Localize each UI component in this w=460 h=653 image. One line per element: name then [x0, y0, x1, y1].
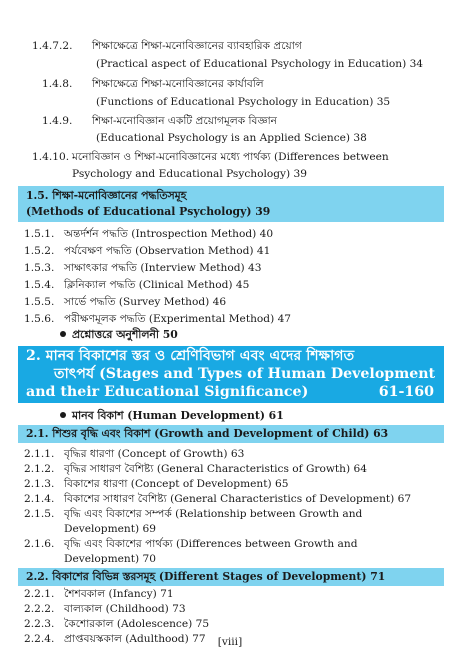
entry-number: 1.5.2.	[24, 245, 55, 257]
entry-number: 1.4.8.	[42, 78, 73, 90]
entry-title: পর্যবেক্ষণ পদ্ধতি (Observation Method) 41	[64, 245, 271, 257]
entry-number: 1.4.9.	[42, 115, 73, 127]
section-title-bn: 1.5. শিক্ষা-মনোবিজ্ঞানের পদ্ধতিসমূহ	[26, 189, 187, 202]
bullet-dot-icon	[60, 331, 66, 337]
entry-title: প্রাপ্তবয়স্ককাল (Adulthood) 77	[64, 633, 206, 645]
entry-title: বৃদ্ধি এবং বিকাশের পার্থক্য (Differences between Growth and	[64, 538, 358, 550]
bullet-exercise	[60, 327, 178, 343]
entry-number: 2.2.1.	[24, 588, 55, 600]
entry-title-cont: Development) 70	[64, 553, 156, 565]
entry-title: অন্তর্দর্শন পদ্ধতি (Introspection Method) 40	[64, 228, 274, 240]
entry-title-cont: Psychology and Educational Psychology) 39	[72, 168, 308, 180]
entry-title: সার্ভে পদ্ধতি (Survey Method) 46	[64, 296, 227, 308]
chapter-title-line3: and their Educational Significance)	[26, 384, 309, 400]
section-heading-1-5	[18, 186, 444, 222]
entry-number: 1.5.5.	[24, 296, 55, 308]
entry-title: বৃদ্ধি এবং বিকাশের সম্পর্ক (Relationship between Growth and	[64, 508, 363, 520]
entry-title: বৃদ্ধির সাধারণ বৈশিষ্ট্য (General Characteristics of Growth) 64	[64, 463, 367, 475]
entry-title-bn: শিক্ষা-মনোবিজ্ঞান একটি প্রয়োগমূলক বিজ্ঞান	[92, 115, 277, 127]
entry-title-bn: শিক্ষাক্ষেত্রে শিক্ষা-মনোবিজ্ঞানের ব্যাবহারিক প্রয়োগ	[92, 40, 302, 52]
bullet-dot-icon	[60, 412, 66, 418]
entry-title: বিকাশের সাধারণ বৈশিষ্ট্য (General Characteristics of Development) 67	[64, 493, 412, 505]
entry-title-en: (Functions of Educational Psychology in Education) 35	[96, 96, 391, 108]
bullet-text: মানব বিকাশ (Human Development) 61	[72, 409, 284, 422]
chapter-page-range: 61-160	[378, 384, 434, 400]
entry-title: শৈশবকাল (Infancy) 71	[64, 588, 174, 600]
section-title: 2.2. বিকাশের বিভিন্ন স্তরসমূহ (Different Stages of Development) 71	[26, 570, 386, 583]
entry-title: কৈশোরকাল (Adolescence) 75	[64, 618, 210, 630]
entry-title: ক্লিনিক্যাল পদ্ধতি (Clinical Method) 45	[64, 279, 250, 291]
bullet-text: প্রশ্নোত্তরে অনুশীলনী 50	[72, 328, 178, 341]
section-title-en: (Methods of Educational Psychology) 39	[26, 205, 271, 218]
entry-number: 2.1.4.	[24, 493, 55, 505]
entry-title: বাল্যকাল (Childhood) 73	[64, 603, 186, 615]
entry-title-en: (Practical aspect of Educational Psychology in Education) 34	[96, 58, 424, 70]
chapter-title-line2: তাৎপর্য (Stages and Types of Human Development	[54, 366, 436, 382]
entry-number: 2.2.2.	[24, 603, 55, 615]
entry-number: 1.5.1.	[24, 228, 55, 240]
entry-number: 1.4.7.2.	[32, 40, 73, 52]
entry-number: 1.4.10.	[32, 151, 70, 163]
section-heading-2-1	[18, 425, 444, 443]
entry-number: 2.1.6.	[24, 538, 55, 550]
section-heading-2-2	[18, 568, 444, 586]
entry-title: সাক্ষাৎকার পদ্ধতি (Interview Method) 43	[64, 262, 262, 274]
bullet-human-development	[60, 408, 284, 424]
entry-number: 2.2.3.	[24, 618, 55, 630]
entry-number: 2.2.4.	[24, 633, 55, 645]
entry-number: 1.5.4.	[24, 279, 55, 291]
entry-number: 1.5.6.	[24, 313, 55, 325]
chapter-title-line1: 2. মানব বিকাশের স্তর ও শ্রেণিবিভাগ এবং এদের শিক্ষাগত	[26, 348, 355, 364]
entry-title-bn: শিক্ষাক্ষেত্রে শিক্ষা-মনোবিজ্ঞানের কার্যাবলি	[92, 78, 264, 90]
entry-number: 2.1.1.	[24, 448, 55, 460]
entry-number: 2.1.5.	[24, 508, 55, 520]
entry-title: মনোবিজ্ঞান ও শিক্ষা-মনোবিজ্ঞানের মধ্যে পার্থক্য (Differences between	[72, 151, 389, 163]
entry-title-en: (Educational Psychology is an Applied Science) 38	[96, 132, 367, 144]
page-number: [viii]	[217, 636, 243, 648]
entry-number: 2.1.2.	[24, 463, 55, 475]
entry-number: 1.5.3.	[24, 262, 55, 274]
entry-title-cont: Development) 69	[64, 523, 156, 535]
entry-title: বৃদ্ধির ধারণা (Concept of Growth) 63	[64, 448, 245, 460]
entry-title: পরীক্ষণমূলক পদ্ধতি (Experimental Method) 47	[64, 313, 292, 325]
entry-number: 2.1.3.	[24, 478, 55, 490]
entry-title: বিকাশের ধারণা (Concept of Development) 65	[64, 478, 289, 490]
section-title: 2.1. শিশুর বৃদ্ধি এবং বিকাশ (Growth and Development of Child) 63	[26, 427, 389, 440]
chapter-heading-2	[18, 346, 444, 403]
